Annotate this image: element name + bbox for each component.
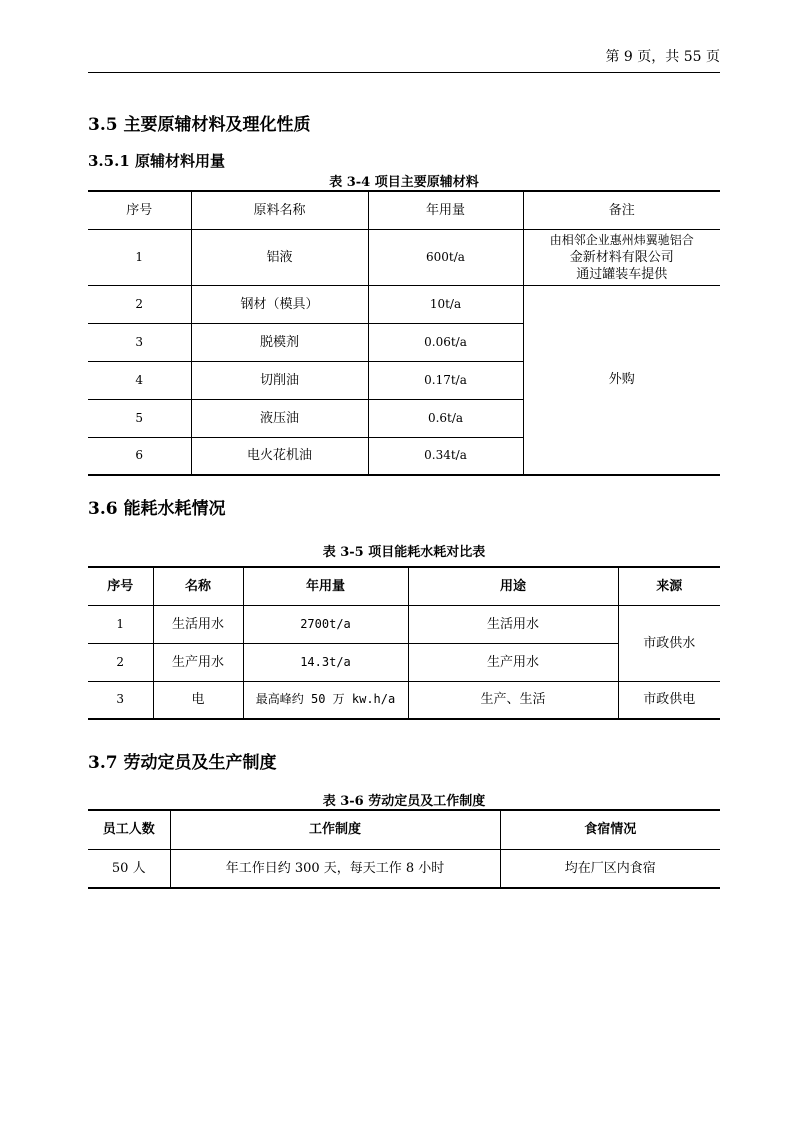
item-name: 电 [153, 681, 243, 719]
remark [523, 229, 720, 285]
section-heading-3-5-1: 3.5.1 原辅材料用量 [88, 152, 225, 170]
column-header: 用途 [408, 567, 618, 605]
annual-amount: 600t/a [368, 229, 523, 285]
annual-amount: 10t/a [368, 285, 523, 323]
row-number: 6 [88, 437, 191, 475]
remark-line: 通过罐装车提供 [576, 266, 668, 282]
item-name: 生产用水 [153, 643, 243, 681]
table-header-row [88, 567, 720, 605]
table-row [88, 285, 720, 323]
staff-count: 50 人 [88, 849, 170, 888]
material-name: 电火花机油 [191, 437, 368, 475]
annual-amount: 0.6t/a [368, 399, 523, 437]
table-caption-3-4: 表 3-4 项目主要原辅材料 [329, 175, 479, 190]
row-number: 3 [88, 681, 153, 719]
material-name: 钢材（模具） [191, 285, 368, 323]
column-header: 备注 [523, 191, 720, 229]
table-caption-3-6: 表 3-6 劳动定员及工作制度 [322, 794, 486, 809]
row-number: 4 [88, 361, 191, 399]
item-name: 生活用水 [153, 605, 243, 643]
lodging-info: 均在厂区内食宿 [500, 849, 720, 888]
annual-amount: 0.34t/a [368, 437, 523, 475]
annual-amount: 0.06t/a [368, 323, 523, 361]
section-heading-3-7: 3.7 劳动定员及生产制度 [88, 753, 277, 773]
row-number: 2 [88, 643, 153, 681]
usage: 生活用水 [408, 605, 618, 643]
row-number: 5 [88, 399, 191, 437]
column-header: 名称 [153, 567, 243, 605]
table-row [88, 681, 720, 719]
column-header: 年用量 [243, 567, 408, 605]
table-caption-3-5: 表 3-5 项目能耗水耗对比表 [322, 545, 486, 560]
row-number: 1 [88, 605, 153, 643]
column-header: 序号 [88, 567, 153, 605]
table-header-row [88, 810, 720, 849]
table-header-row [88, 191, 720, 229]
remark: 外购 [523, 285, 720, 475]
material-name: 铝液 [191, 229, 368, 285]
work-schedule: 年工作日约 300 天，每天工作 8 小时 [170, 849, 500, 888]
annual-amount: 最高峰约 50 万 kw.h/a [243, 681, 408, 719]
staffing-table [88, 809, 720, 889]
table-row [88, 849, 720, 888]
column-header: 工作制度 [170, 810, 500, 849]
table-row [88, 605, 720, 643]
supply-source: 市政供水 [618, 605, 720, 681]
row-number: 2 [88, 285, 191, 323]
column-header: 食宿情况 [500, 810, 720, 849]
section-heading-3-5: 3.5 主要原辅材料及理化性质 [88, 115, 311, 135]
energy-water-table [88, 566, 720, 720]
material-name: 脱模剂 [191, 323, 368, 361]
column-header: 来源 [618, 567, 720, 605]
usage: 生产、生活 [408, 681, 618, 719]
materials-table [88, 190, 720, 476]
remark-line: 由相邻企业惠州炜翼驰铝合 [549, 232, 694, 247]
usage: 生产用水 [408, 643, 618, 681]
annual-amount: 2700t/a [243, 605, 408, 643]
row-number: 3 [88, 323, 191, 361]
row-number: 1 [88, 229, 191, 285]
table-row [88, 229, 720, 285]
column-header: 员工人数 [88, 810, 170, 849]
supply-source: 市政供电 [618, 681, 720, 719]
header-divider [88, 72, 720, 73]
column-header: 原料名称 [191, 191, 368, 229]
material-name: 液压油 [191, 399, 368, 437]
page-number: 第 9 页，共 55 页 [605, 49, 720, 65]
section-heading-3-6: 3.6 能耗水耗情况 [88, 499, 226, 519]
remark-line: 金新材料有限公司 [569, 249, 674, 265]
material-name: 切削油 [191, 361, 368, 399]
column-header: 序号 [88, 191, 191, 229]
column-header: 年用量 [368, 191, 523, 229]
annual-amount: 0.17t/a [368, 361, 523, 399]
annual-amount: 14.3t/a [243, 643, 408, 681]
